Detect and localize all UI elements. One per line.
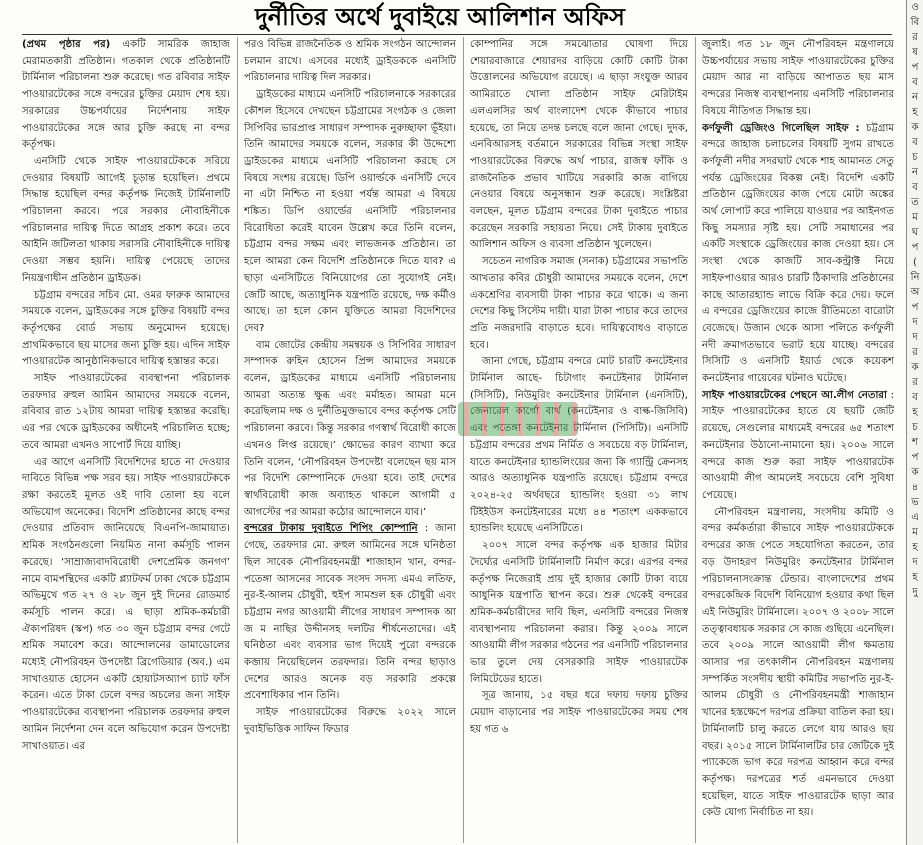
- strip-fragment: ও: [911, 2, 919, 13]
- strip-fragment: হ: [912, 542, 918, 553]
- paragraph-text: সাইফ পাওয়ারটেকের ব্যবস্থাপনা পরিচালক তরফদার রুহুল আমিন আমাদের সময়কে বলেন, রবিবার রাত ১২টায় আমরা দায়িত্ব হস্তান্তর করেছি। এর পর থেকে ড্রাইডকের অধীনেই পরিচালিত হচ্ছে; তবে আমরা এখনও সাপোর্ট দিয়ে যাচ্ছি।: [22, 373, 230, 451]
- column-3: [470, 37, 688, 843]
- strip-fragment: প: [911, 452, 919, 463]
- strip-fragment: ব: [912, 182, 918, 193]
- paragraph-text: ২০০৭ সালে বন্দর কর্তৃপক্ষ এক হাজার মিটার দৈর্ঘ্যের এনসিটি টার্মিনালটি নির্মাণ করে। এরপর বন্দর কর্তৃপক্ষ নিজেরাই প্রায় দুই হাজার কোটি টাকা ব্যয়ে আধুনিক যন্ত্রপাতি স্থাপন করে। শুরু থেকেই বন্দরের শ্রমিক-কর্মচারীদের দাবি ছিল, এনসিটি বন্দরের নিজস্ব ব্যবস্থাপনায় পরিচালনা করার। কিন্তু ২০০৯ সালে আওয়ামী লীগ সরকার গঠনের পর এনসিটি পরিচালনার ভার তুলে দেয় বেসরকারি সাইফ পাওয়ারটেক লিমিটেডের হাতে।: [470, 540, 688, 685]
- column-4: [702, 37, 894, 843]
- strip-fragment: (: [913, 257, 917, 268]
- strip-fragment: ব: [912, 392, 918, 403]
- paragraph-text: পরও বিভিন্ন রাজনৈতিক ও শ্রমিক সংগঠন আন্দোলন চলমান রাখে। এসবের মধ্যেই ড্রাইডককে এনসিটি পরিচালনার দায়িত্ব দিল সরকার।: [244, 39, 456, 84]
- paragraph: [470, 354, 688, 538]
- paragraph: [22, 37, 230, 154]
- headline-rule: [22, 34, 892, 35]
- subheading: সাইফ পাওয়ারটেকের পেছনে আ.লীগ নেতারা: [702, 389, 887, 401]
- strip-fragment: ক: [911, 362, 919, 373]
- adjacent-article-strip: [906, 0, 923, 845]
- paragraph: [22, 455, 230, 756]
- paragraph-text: জুলাই। গত ১৮ জুন নৌপরিবহন মন্ত্রণালয়ে উচ্চপর্যায়ের সভায় সাইফ পাওয়ারটেকের চুক্তির মেয়াদ আর না বাড়িয়ে আপাতত ছয় মাস বন্দরের নিজস্ব ব্যবস্থাপনায় এনসিটি পরিচালনার বিষয়ে নীতিগত সিদ্ধান্ত হয়।: [702, 39, 894, 117]
- strip-fragment: র: [912, 32, 918, 43]
- paragraph: [244, 87, 456, 338]
- continuation-marker: (প্রথম পৃষ্ঠার পর): [22, 39, 111, 50]
- strip-fragment: র: [912, 347, 918, 358]
- strip-fragment: ক: [911, 467, 919, 478]
- column-2: [244, 37, 456, 843]
- paragraph-text: সাইফ পাওয়ারটেকের বিরুদ্ধে ২০২২ সালে দুবাইভিত্তিক সাফিন ফিডার: [244, 707, 456, 735]
- strip-fragment: ষ: [912, 47, 918, 58]
- strip-fragment: দু: [912, 587, 918, 598]
- paragraph: [702, 388, 894, 505]
- paragraph-text: ড্রাইডকের মাধ্যমে এনসিটি পরিচালনাকে সরকারের কৌশল হিসেবে দেখছেন চট্টগ্রামের সংগঠক ও জেলা সিপিবির ভারপ্রাপ্ত সাধারণ সম্পাদক নুরুচ্ছাফা ভূঁইয়া। তিনি আমাদের সময়কে বলেন, সরকার কী উদ্দেশ্যে ড্রাইডকের মাধ্যমে এনসিটি পরিচালনা করছে সে বিষয়ে সংশয় রয়েছে। ডিপি ওয়ার্ল্ডকে এনসিটি দেবে না এটা নিশ্চিত না হওয়া পর্যন্ত আমরা এ বিষয়ে শঙ্কিত। ডিপি ওয়ার্ল্ডের এনসিটি পরিচালনার বিরোধিতা করেই যাবেন উল্লেখ করে তিনি বলেন, চট্টগ্রাম বন্দর সক্ষম এবং লাভজনক প্রতিষ্ঠান। তা হলে আমরা কেন বিদেশি প্রতিষ্ঠানকে দিতে যাব? এ ছাড়া এনসিটিতে বিনিয়োগের তো সুযোগই নেই। জেটি আছে, অত্যাধুনিক যন্ত্রপাতি রয়েছে, দক্ষ কর্মীও আছে। তা হলে কোন যুক্তিতে আমরা বিদেশিদের দেব?: [244, 89, 456, 334]
- strip-fragment: ন: [912, 92, 918, 103]
- strip-fragment: ম: [912, 527, 918, 538]
- strip-fragment: র: [912, 377, 918, 388]
- strip-fragment: ম: [912, 212, 918, 223]
- strip-fragment: দ: [912, 332, 918, 343]
- paragraph-text: চট্টগ্রাম বন্দরে জাহাজ চলাচলের বিষয়টি সুগম রাখতে কর্ণফুলী নদীর সদরঘাট থেকে শাহ আমানত সেতু পর্যন্ত ড্রেজিংয়ের বিকল্প নেই। বিদেশি একটি প্রতিষ্ঠান ড্রেজিংয়ের কাজ পেয়ে মোটা অঙ্কের অর্থ লোপাট করে পালিয়ে যাওয়ার পর আইনগত কিছু সমস্যার সৃষ্টি হয়। সেটি সমাধানের পর একটি সংস্থাকে ড্রেজিংয়ের কাজ দেওয়া হয়। সে সংস্থা থেকে কাজটি সাব-কন্ট্রাক্ট নিয়ে সাইফপাওয়ার আরও চারটি ঠিকাদারি প্রতিষ্ঠানের কাছে আতারহ্যান্ড লাভে বিক্রি করে দেয়। ফলে এ বন্দরের ড্রেজিংয়ের কাজে রীতিমতো বারোটা বেজেছে। উজান থেকে আসা পলিতে কর্ণফুলী নদী ক্রমাগতভাবে ভরাট হয়ে যাচ্ছে। বন্দরের সিসিটি ও এনসিটি ইয়ার্ড থেকে কয়েকশ কনটেইনার গায়েবের ঘটনাও ঘটেছে।: [702, 122, 894, 385]
- strip-fragment: চ: [912, 152, 918, 163]
- paragraph-text: এনসিটি থেকে সাইফ পাওয়ারটেককে সরিয়ে দেওয়ার বিষয়টি আগেই চূড়ান্ত হয়েছিল। প্রথমে সিদ্ধান্ত হয়েছিল বন্দর কর্তৃপক্ষ নিজেই টার্মিনালটি পরিচালনা করবে। পরে সরকার নৌবাহিনীকে পরিচালনার দায়িত্ব দিতে আগ্রহ প্রকাশ করে। তবে আইনি জটিলতা থাকায় সরাসরি নৌবাহিনীকে দায়িত্ব দেওয়া সম্ভব হয়নি। দায়িত্ব পেয়েছে তাদের নিয়ন্ত্রণাধীন প্রতিষ্ঠান ড্রাইডক।: [22, 155, 230, 284]
- paragraph: [244, 521, 456, 705]
- paragraph-text: : জানা গেছে, তরফদার মো. রুহুল আমিনের সঙ্গে ঘনিষ্ঠতা ছিল সাবেক নৌপরিবহনমন্ত্রী শাজাহান খান, বন্দর-পতেঙ্গা আসনের সাবেক সংসদ সদস্য এমএ লতিফ, নুর-ই-আলম চৌধুরী, হুইপ সামশুল হক চৌধুরী এবং চট্টগ্রাম নগর আওয়ামী লীগের সাধারণ সম্পাদক আ জ ম নাছির উদ্দীনসহ দলটির শীর্ষনেতাদের। এই ঘনিষ্ঠতা এবং ব্যবসার ভাগ দিয়েই পুরো বন্দরকে কব্জায় নিয়েছিলেন তরফদার। তিনি বন্দর ছাড়াও দেশের আরও অনেক বড় সরকারি প্রকল্পে প্রবেশাধিকার পান তিনি।: [244, 523, 456, 702]
- paragraph-text: বাম জোটের কেন্দ্রীয় সমন্বয়ক ও সিপিবির সাধারণ সম্পাদক রুহিন হোসেন প্রিন্স আমাদের সময়কে বলেন, ড্রাইডকের মাধ্যমে এনসিটি পরিচালনায় আমরা অত্যন্ত ক্ষুব্ধ এবং মর্মাহত। আমরা মনে করেছিলাম দক্ষ ও দুর্নীতিমুক্তভাবে বন্দর কর্তৃপক্ষ সেটি পরিচালনা করবে। কিন্তু সরকার গণস্বার্থ বিরোধী কাজে এখনও লিপ্ত রয়েছে।’ ক্ষোভের কারণ ব্যাখ্যা করে তিনি বলেন, ‘নৌপরিবহন উপদেষ্টা বলেছেন ছয় মাস পর বিদেশি কোম্পানিকে দেওয়া হবে। তাই দেশের স্বার্থবিরোধী কাজ অব্যাহত থাকলে আগামী ৫ আগস্টের পর আমরা কঠোর আন্দোলনে যাব।’: [244, 339, 456, 518]
- paragraph-text: কোম্পানির সঙ্গে সমঝোতার ঘোষণা দিয়ে শেয়ারবাজারে শেয়ারদর বাড়িয়ে কোটি কোটি টাকা উত্তোলনের অভিযোগ রয়েছে। এ ছাড়া সংযুক্ত আরব আমিরাতে খোলা প্রতিষ্ঠান সাইফ মেরিটাইম এলএলসির অর্থ বাংলাদেশ থেকে কীভাবে পাচার হয়েছে, তা নিয়ে তদন্ত চলছে বলে জানা গেছে। দুদক, এনবিআরসহ বর্তমানে সরকারের বিভিন্ন সংস্থা সাইফ পাওয়ারটেকের বিরুদ্ধে অর্থ পাচার, রাজস্ব ফাঁকি ও রাজনৈতিক প্রভাব খাটিয়ে সরকারি কাজ বাগিয়ে নেওয়ার বিষয়ে অনুসন্ধান শুরু করেছে। সংশ্লিষ্টরা বলছেন, মূলত চট্টগ্রাম বন্দরের টাকা দুবাইতে পাচার করেছেন সরকারি সহায়তা নিয়ে। সেই টাকায় দুবাইতে আলিশান অফিস ও ব্যবসা প্রতিষ্ঠান খুলেছেন।: [470, 39, 688, 251]
- column-divider: [695, 37, 696, 843]
- paragraph: [470, 254, 688, 354]
- strip-fragment: ত: [911, 197, 919, 208]
- paragraph-text: এর আগে এনসিটি বিদেশিদের হাতে না দেওয়ার দাবিতে বিভিন্ন পক্ষ সরব হয়। সাইফ পাওয়ারটেককে রক্ষা করতেই মূলত ওই দাবি তোলা হয় বলে অভিযোগ অনেকের। বিদেশি প্রতিষ্ঠানের কাছে বন্দর দেওয়ার প্রতিবাদ জানিয়েছে বিএনপি-জামায়াত। শ্রমিক সংগঠনগুলো নিয়মিত নানা কর্মসূচি পালন করেছে। ‘সাম্রাজ্যবাদবিরোধী দেশপ্রেমিক জনগণ’ নামে বামপন্থিদের একটি প্ল্যাটফর্ম ঢাকা থেকে চট্টগ্রাম অভিমুখে গত ২৭ ও ২৮ জুন দুই দিনের রোডমার্চ কর্মসূচি পালন করে। এ ছাড়া শ্রমিক-কর্মচারী ঐক্যপরিষদ (স্কপ) গত ৩০ জুন চট্টগ্রাম বন্দর গেটে শ্রমিক সমাবেশ করে। আন্দোলনের ডামাডোলের মধ্যেই নৌপরিবহন উপদেষ্টা ব্রিগেডিয়ার (অব.) এম সাখাওয়াত হোসেন একটি হোয়াটসঅ্যাপ চ্যাট ফাঁস করেন। এতে টাকা ঢেলে বন্দর অচলের জন্য সাইফ পাওয়ারটেকের ব্যবস্থাপনা পরিচালক তরফদার রুহুল আমিন নির্দেশনা দেন বলে অভিযোগ করেন উপদেষ্টা সাখাওয়াত। এর: [22, 456, 230, 752]
- strip-fragment: হ: [912, 407, 918, 418]
- strip-fragment: দ: [912, 317, 918, 328]
- paragraph: [22, 288, 230, 372]
- paragraph-text: নৌপরিবহন মন্ত্রণালয়, সংসদীয় কমিটি ও বন্দর কর্মকর্তারা কীভাবে সাইফ পাওয়ারটেককে বন্দরের কাজ পেতে সহযোগিতা করতেন, তার বড় উদাহরণ নিউমুরিং কনটেইনার টার্মিনাল পরিচালনাসংক্রান্ত টেন্ডার। বাংলাদেশের প্রথম বন্দরকেন্দ্রিক বিদেশি বিনিয়োগ হওয়ার কথা ছিল এই নিউমুরিং টার্মিনালে। ২০০৭ ও ২০০৮ সালে তত্ত্বাবধায়ক সরকার সে কাজ গুছিয়ে এনেছিল। তবে ২০০৯ সালে আওয়ামী লীগ ক্ষমতায় আসার পর তৎকালীন নৌপরিবহন মন্ত্রণালয় সম্পর্কিত সংসদীয় স্থায়ী কমিটির সভাপতি নুর-ই-আলম চৌধুরী ও নৌপরিবহনমন্ত্রী শাজাহান খানের হস্তক্ষেপে দরপত্র প্রক্রিয়া বাতিল করা হয়। টার্মিনালটি চালু করতে লেগে যায় আরও ছয় বছর। ২০১৫ সালে টার্মিনালটির চার জেটিকে দুই প্যাকেজে ভাগ করে দরপত্র আহ্বান করে বন্দর কর্তৃপক্ষ। দরপত্রের শর্ত এমনভাবে দেওয়া হয়েছিল, যাতে সাইফ পাওয়ারটেক ছাড়া আর কেউ যোগ্য নির্বাচিত না হয়।: [702, 506, 894, 819]
- strip-fragment: ক: [911, 122, 919, 133]
- paragraph-text: চট্টগ্রাম বন্দরের সচিব মো. ওমর ফারুক আমাদের সময়কে বলেন, ড্রাইডকের সঙ্গে চুক্তির বিষয়টি বন্দর কর্তৃপক্ষের বোর্ড সভায় অনুমোদন হয়েছে। প্রাথমিকভাবে ছয় মাসের জন্য চুক্তি হয়। এদিন সাইফ পাওয়ারটেক আনুষ্ঠানিকভাবে দায়িত্ব হস্তান্তর করে।: [22, 289, 230, 368]
- paragraph: [702, 121, 894, 388]
- paragraph-text: সচেতন নাগরিক সমাজ (সনাক) চট্টগ্রামের সভাপতি আখতার কবির চৌধুরী আমাদের সময়কে বলেন, দেশে একশ্রেণির ব্যবসায়ী টাকা পাচার করে থাকে। এ জন্য দেশের কিছু সিস্টেম দায়ী। যারা টাকা পাচার করে তাদের প্রতি নজরদারি বাড়াতে হবে। দায়িত্ববোধও বাড়াতে হবে।: [470, 256, 688, 351]
- paragraph: [244, 705, 456, 738]
- strip-fragment: ৪: [911, 482, 919, 493]
- strip-fragment: ভ: [911, 497, 919, 508]
- strip-fragment: ন: [912, 167, 918, 178]
- paragraph: [702, 37, 894, 121]
- paragraph: [470, 688, 688, 738]
- column-1: [22, 37, 230, 843]
- strip-fragment: হ: [912, 572, 918, 583]
- paragraph: [22, 154, 230, 288]
- strip-fragment: বি: [910, 17, 920, 28]
- strip-fragment: ব: [912, 137, 918, 148]
- paragraph-text: একটি সামরিক জাহাজ মেরামতকারী প্রতিষ্ঠান। গতকাল থেকে প্রতিষ্ঠানটি টার্মিনাল পরিচালনা শুরু করেছে। গত রবিবার সাইফ পাওয়ারটেকের সঙ্গে বন্দরের চুক্তির মেয়াদ শেষ হয়। সরকারের উচ্চপর্যায়ের নির্দেশনায় সাইফ পাওয়ারটেকের সঙ্গে আর চুক্তি করছে না বন্দর কর্তৃপক্ষ।: [22, 39, 230, 151]
- subheading: বন্দরের টাকায় দুবাইতে শিপিং কোম্পানি: [244, 523, 418, 535]
- headline: দুর্নীতির অর্থে দুবাইয়ে আলিশান অফিস: [255, 2, 625, 31]
- strip-fragment: অ: [910, 287, 920, 298]
- paragraph: [470, 37, 688, 254]
- subheading: কর্ণফুলী ড্রেজিংও গিলেছিল সাইফ :: [702, 122, 860, 134]
- strip-fragment: শ: [912, 437, 918, 448]
- paragraph: [22, 371, 230, 455]
- strip-fragment: চ: [912, 422, 918, 433]
- strip-fragment: এ: [911, 512, 919, 523]
- strip-fragment: প: [911, 62, 919, 73]
- strip-fragment: প: [911, 242, 919, 253]
- paragraph-text: : সাইফ পাওয়ারটেকের হাতে যে ছয়টি জেটি রয়েছে, সেগুলোর মাধ্যমেই বন্দরের ৬৫ শতাংশ কনটেইনার উঠানো-নামানো হয়। ২০০৬ সালে বন্দরে কাজ শুরু করা সাইফ পাওয়ারটেক আওয়ামী লীগ আমলেই সবচেয়ে বেশি সুবিধা পেয়েছে।: [702, 389, 894, 501]
- strip-fragment: হ: [912, 107, 918, 118]
- strip-fragment: ঘ: [911, 227, 919, 238]
- strip-fragment: নি: [910, 272, 920, 283]
- paragraph-text: সূত্র জানায়, ১৫ বছর ধরে দফায় দফায় চুক্তির মেয়াদ বাড়ানোর পর সাইফ পাওয়ারটেকের সময় শেষ হয় গত ৬: [470, 690, 688, 735]
- strip-fragment: প: [911, 302, 919, 313]
- paragraph: [244, 37, 456, 87]
- column-divider: [237, 37, 238, 843]
- column-divider: [463, 37, 464, 843]
- paragraph-text: জানা গেছে, চট্টগ্রাম বন্দরে মোট চারটি কনটেইনার টার্মিনাল আছে- চিটাগাং কনটেইনার টার্মিনাল (সিসিটি), নিউমুরিং কনটেইনার টার্মিনাল (এনসিটি), জেনারেল কার্গো বার্থ (কনটেইনার ও বাল্ক-জিসিবি) এবং পতেঙ্গা কনটেইনার টার্মিনাল (পিসিটি)। এনসিটি চট্টগ্রাম বন্দরের প্রথম নির্মিত ও সবচেয়ে বড় টার্মিনাল, যাতে কনটেইনার হ্যান্ডলিংয়ের জন্য কি গ্যান্ট্রি ক্রেনসহ আরও অত্যাধুনিক যন্ত্রপাতি রয়েছে। চট্টগ্রাম বন্দরে ২০২৪-২৫ অর্থবছরে হ্যান্ডলিং হওয়া ৩১ লাখ টিইইউস কনটেইনারের মধ্যে ৪৪ শতাংশ এককভাবে হ্যান্ডলিং হয়েছে এনসিটিতে।: [470, 356, 688, 535]
- strip-fragment: ব: [912, 77, 918, 88]
- strip-fragment: দ: [912, 557, 918, 568]
- paragraph: [244, 338, 456, 522]
- paragraph: [470, 538, 688, 688]
- paragraph: [702, 505, 894, 822]
- article-body: [22, 37, 894, 843]
